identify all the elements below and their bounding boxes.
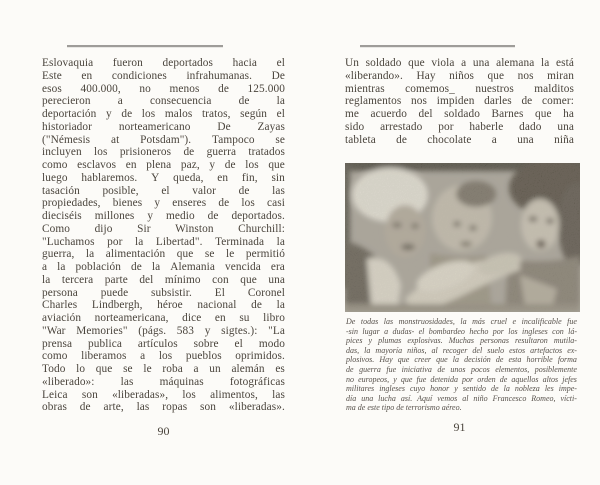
text-line: persona puede subsistir. El Coronel — [42, 286, 285, 299]
text-line: luego hablaremos. Y queda, en fin, sin — [42, 171, 285, 184]
text-line: ma de este tipo de terrorismo aéreo. — [346, 403, 462, 413]
text-line: como liberamos a los pueblos oprimidos. — [42, 350, 285, 363]
text-line: incluyen los prisioneros de guerra tratados — [42, 146, 285, 159]
text-line: "Luchamos por la Libertad". Terminada la — [42, 235, 285, 248]
text-line: aviación norteamericana, dice en su libro — [42, 312, 285, 324]
text-line: guerra, la alimentación que se le permitió — [42, 248, 285, 261]
text-line: De todas las monstruosidades, la más cruel e incalificable fue — [346, 317, 577, 326]
right-page-number: 91 — [453, 420, 466, 434]
text-line: sido arrestado por haberle dado una — [345, 120, 574, 133]
text-line: no europeos, y que fue detenida por orden de aquellos altos jefes — [346, 374, 577, 384]
header-rule-right — [360, 45, 515, 47]
text-line: Como dijo Sir Winston Churchill: — [42, 222, 285, 235]
text-line: reglamentos nos impiden darles de comer: — [345, 95, 574, 108]
text-line: mientras comemos_ nuestros malditos — [345, 82, 574, 95]
text-line: prensa publica artículos sobre el modo — [42, 337, 285, 350]
text-line: militares ingleses cuyo honor y sentido de la nobleza les impe- — [346, 384, 577, 394]
text-line: «liberado»: las máquinas fotográficas — [42, 375, 285, 388]
text-line: dieciséis millones y medio de deportados. — [42, 210, 285, 222]
text-line: Leica son «liberadas», los alimentos, las — [42, 388, 285, 401]
text-line: obras de arte, las ropas son «liberadas». — [42, 401, 285, 414]
text-line: Charles Lindbergh, héroe nacional de la — [42, 299, 285, 312]
text-line: ("Némesis at Potsdam"). Tampoco se — [42, 133, 285, 146]
text-line: -sin lugar a dudas- el bombardeo hecho por los ingleses con lá- — [346, 326, 577, 336]
text-line: me acuerdo del soldado Barnes que ha — [345, 108, 574, 120]
text-line: Un soldado que viola a una alemana la está — [345, 57, 574, 69]
text-line: de guerra fue iniciativa de unos pocos elementos, posiblemente — [346, 364, 577, 374]
text-line: la tercera parte del mínimo con que una — [42, 273, 285, 286]
text-line: «liberando». Hay niños que nos miran — [345, 69, 574, 82]
header-rule-left — [67, 45, 223, 47]
text-line: Este en condiciones infrahumanas. De — [42, 69, 285, 82]
text-line: día una lucha así. Aquí vemos al niño Francesco Romeo, vícti- — [346, 393, 577, 403]
text-line: das, la mayoría niños, al recoger del suelo estos artefactos ex- — [346, 345, 577, 355]
left-page-number: 90 — [157, 424, 170, 438]
left-page-text — [42, 57, 285, 414]
text-line: propiedades, bienes y enseres de los casi — [42, 197, 285, 210]
text-line: perecieron a consecuencia de la — [42, 95, 285, 108]
text-line: plosivos. Hay que creer que la decisión de esta horrible forma — [346, 355, 577, 365]
photo-caption — [346, 317, 577, 413]
text-line: Eslovaquia fueron deportados hacia el — [42, 57, 285, 69]
text-line: Todo lo que se le roba a un alemán es — [42, 363, 285, 375]
text-line: historiador norteamericano De Zayas — [42, 120, 285, 133]
text-line: tableta de chocolate a una niña — [345, 133, 574, 146]
text-line: tasación posible, el valor de las — [42, 184, 285, 197]
text-line: deportación y de los malos tratos, según el — [42, 108, 285, 120]
photo-illustration — [345, 163, 580, 312]
text-line: a la población de la Alemania vencida era — [42, 261, 285, 273]
text-line: como esclavos en plena paz, y de los que — [42, 159, 285, 171]
right-page-text — [345, 57, 574, 146]
photo — [345, 163, 580, 312]
text-line: esos 400.000, no menos de 125.000 — [42, 82, 285, 95]
text-line: "War Memories" (págs. 583 y sigtes.): "La — [42, 324, 285, 337]
text-line: pices y plumas explosivas. Muchas personas resultaron mutila- — [346, 336, 577, 346]
